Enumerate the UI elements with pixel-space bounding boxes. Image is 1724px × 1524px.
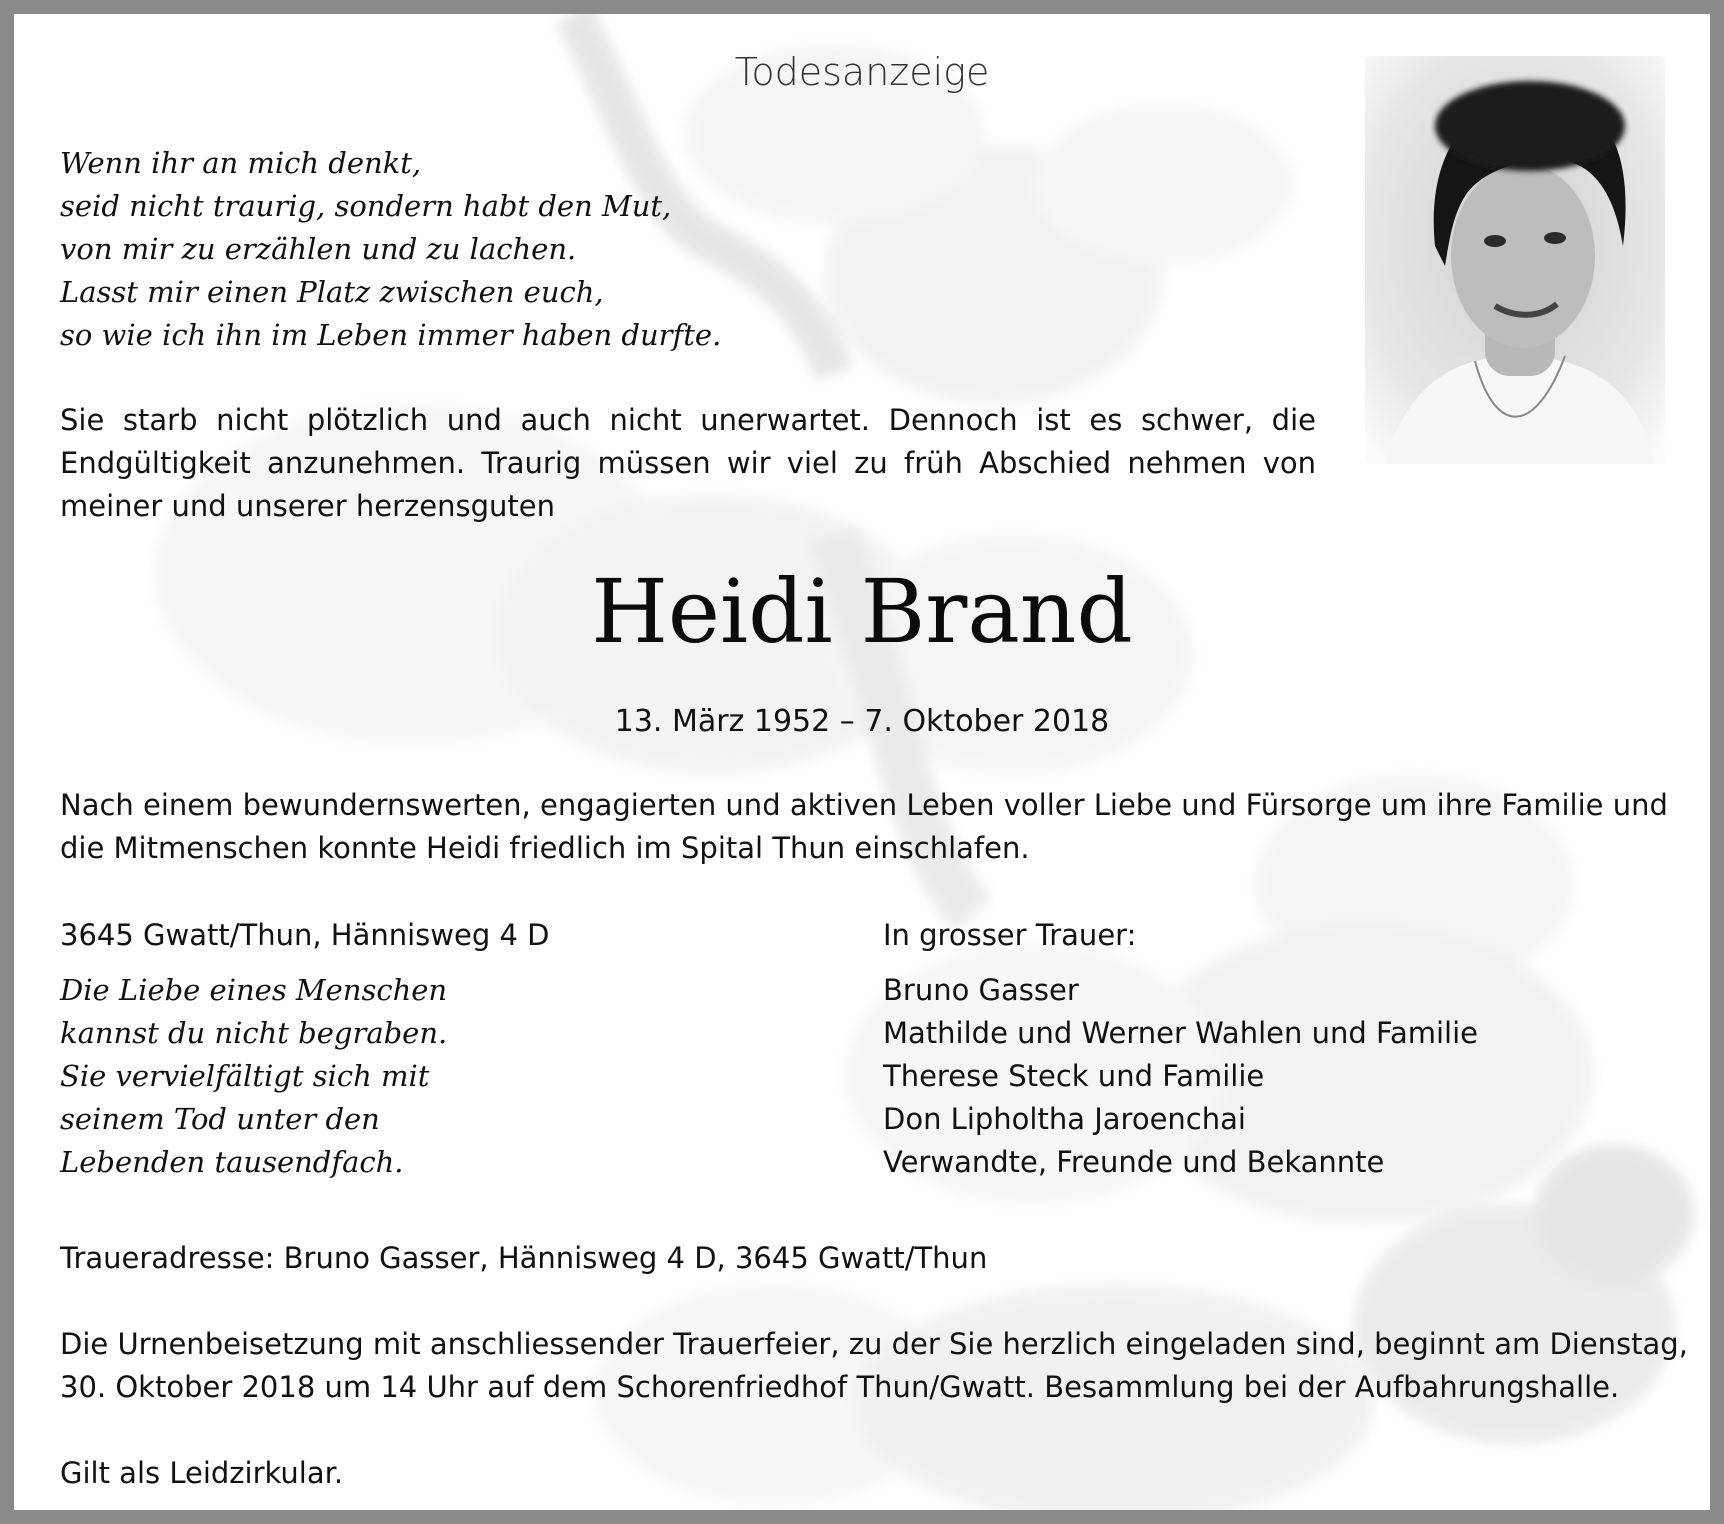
body-line: Nach einem bewundernswerten, engagierten und aktiven Leben voller Liebe und Fürsorge um ihre Familie und <box>60 788 1668 822</box>
body-line: die Mitmenschen konnte Heidi friedlich im Spital Thun einschlafen. <box>60 831 1030 865</box>
deceased-name: Heidi Brand <box>591 560 1133 663</box>
intro-paragraph <box>60 399 1316 528</box>
page-title: Todesanzeige <box>734 50 990 94</box>
poem-line: seid nicht traurig, sondern habt den Mut, <box>60 189 672 223</box>
poem-line: seinem Tod unter den <box>60 1102 380 1136</box>
mourner-item: Verwandte, Freunde und Bekannte <box>883 1145 1385 1179</box>
mourners-list <box>883 969 1478 1184</box>
poem-bottom <box>60 969 447 1184</box>
poem-line: Wenn ihr an mich denkt, <box>60 146 422 180</box>
portrait-image <box>1365 56 1665 464</box>
poem-line: so wie ich ihn im Leben immer haben durfte. <box>60 318 722 352</box>
closing-note: Gilt als Leidzirkular. <box>60 1456 344 1490</box>
mourner-item: Don Lipholtha Jaroenchai <box>883 1102 1246 1136</box>
ceremony-paragraph <box>60 1323 1688 1409</box>
poem-line: Lebenden tausendfach. <box>60 1145 404 1179</box>
mourner-item: Mathilde und Werner Wahlen und Familie <box>883 1016 1479 1050</box>
home-address: 3645 Gwatt/Thun, Hännisweg 4 D <box>60 918 550 952</box>
life-dates: 13. März 1952 – 7. Oktober 2018 <box>614 704 1110 739</box>
mourners-heading: In grosser Trauer: <box>883 918 1137 952</box>
poem-line: kannst du nicht begraben. <box>60 1016 448 1050</box>
poem-line: Sie vervielfältigt sich mit <box>60 1059 430 1093</box>
mourner-item: Bruno Gasser <box>883 973 1079 1007</box>
mourner-item: Therese Steck und Familie <box>883 1059 1265 1093</box>
mourning-address: Traueradresse: Bruno Gasser, Hännisweg 4 D, 3645 Gwatt/Thun <box>60 1241 988 1275</box>
body-paragraph <box>60 784 1668 870</box>
poem-line: Lasst mir einen Platz zwischen euch, <box>60 275 604 309</box>
ceremony-line: Die Urnenbeisetzung mit anschliessender Trauerfeier, zu der Sie herzlich eingeladen sind, beginnt am Dienstag, <box>60 1327 1688 1361</box>
intro-line: meiner und unserer herzensguten <box>60 489 555 523</box>
obituary-sheet <box>14 14 1710 1510</box>
poem-line: Die Liebe eines Menschen <box>60 973 448 1007</box>
poem-line: von mir zu erzählen und zu lachen. <box>60 232 577 266</box>
ceremony-line: 30. Oktober 2018 um 14 Uhr auf dem Schorenfriedhof Thun/Gwatt. Besammlung bei der Aufbahrungshalle. <box>60 1370 1620 1404</box>
poem-top <box>60 142 721 357</box>
portrait-photo <box>1365 56 1665 464</box>
intro-line: Endgültigkeit anzunehmen. Traurig müssen wir viel zu früh Abschied nehmen von <box>60 446 1316 480</box>
intro-line: Sie starb nicht plötzlich und auch nicht unerwartet. Dennoch ist es schwer, die <box>60 403 1316 437</box>
